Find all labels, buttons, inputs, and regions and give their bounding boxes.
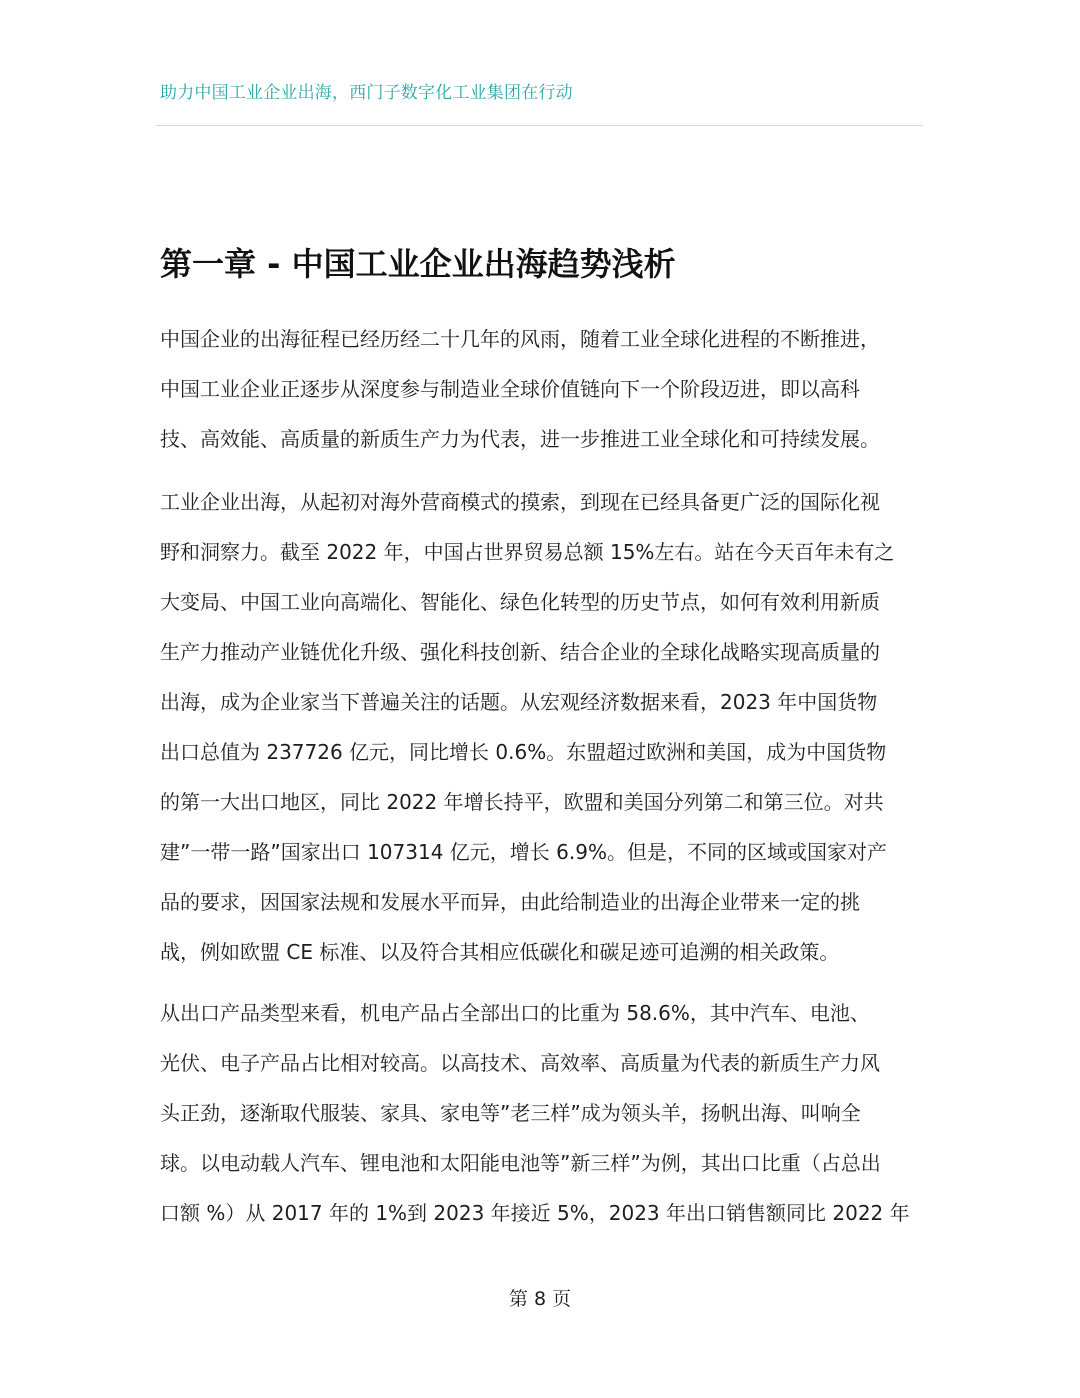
- paragraph-line: 出口总值为 237726 亿元，同比增长 0.6%。东盟超过欧洲和美国，成为中国货物: [160, 740, 887, 764]
- header-divider: [156, 125, 923, 126]
- paragraph-line: 出海，成为企业家当下普遍关注的话题。从宏观经济数据来看，2023 年中国货物: [160, 690, 878, 714]
- paragraph-line: 中国工业企业正逐步从深度参与制造业全球价值链向下一个阶段迈进，即以高科: [160, 377, 860, 401]
- page-number: 第 8 页: [508, 1288, 572, 1310]
- paragraph-line: 的第一大出口地区，同比 2022 年增长持平，欧盟和美国分列第二和第三位。对共: [160, 790, 884, 814]
- paragraph-line: 建”一带一路”国家出口 107314 亿元，增长 6.9%。但是，不同的区域或国家对产: [160, 840, 887, 864]
- paragraph-2: [160, 477, 930, 977]
- chapter-title: 第一章 - 中国工业企业出海趋势浅析: [160, 245, 676, 283]
- page-header: 助力中国工业企业出海，西门子数字化工业集团在行动: [160, 83, 573, 103]
- paragraph-line: 光伏、电子产品占比相对较高。以高技术、高效率、高质量为代表的新质生产力风: [160, 1051, 880, 1075]
- paragraph-line: 头正劲，逐渐取代服装、家具、家电等”老三样”成为领头羊，扬帆出海、叫响全: [160, 1101, 861, 1125]
- paragraph-line: 野和洞察力。截至 2022 年，中国占世界贸易总额 15%左右。站在今天百年未有之: [160, 540, 895, 564]
- paragraph-1: [160, 314, 930, 464]
- paragraph-line: 技、高效能、高质量的新质生产力为代表，进一步推进工业全球化和可持续发展。: [160, 427, 880, 451]
- paragraph-line: 工业企业出海，从起初对海外营商模式的摸索，到现在已经具备更广泛的国际化视: [160, 490, 880, 514]
- paragraph-3: [160, 988, 930, 1238]
- paragraph-line: 口额 %）从 2017 年的 1%到 2023 年接近 5%，2023 年出口销售额同比 2022 年: [160, 1201, 910, 1225]
- paragraph-line: 大变局、中国工业向高端化、智能化、绿色化转型的历史节点，如何有效利用新质: [160, 590, 880, 614]
- paragraph-line: 球。以电动载人汽车、锂电池和太阳能电池等”新三样”为例，其出口比重（占总出: [160, 1151, 881, 1175]
- paragraph-line: 生产力推动产业链优化升级、强化科技创新、结合企业的全球化战略实现高质量的: [160, 640, 880, 664]
- paragraph-line: 中国企业的出海征程已经历经二十几年的风雨，随着工业全球化进程的不断推进，: [160, 327, 880, 351]
- paragraph-line: 从出口产品类型来看，机电产品占全部出口的比重为 58.6%，其中汽车、电池、: [160, 1001, 870, 1025]
- paragraph-line: 品的要求，因国家法规和发展水平而异，由此给制造业的出海企业带来一定的挑: [160, 890, 860, 914]
- paragraph-line: 战，例如欧盟 CE 标准、以及符合其相应低碳化和碳足迹可追溯的相关政策。: [160, 940, 840, 964]
